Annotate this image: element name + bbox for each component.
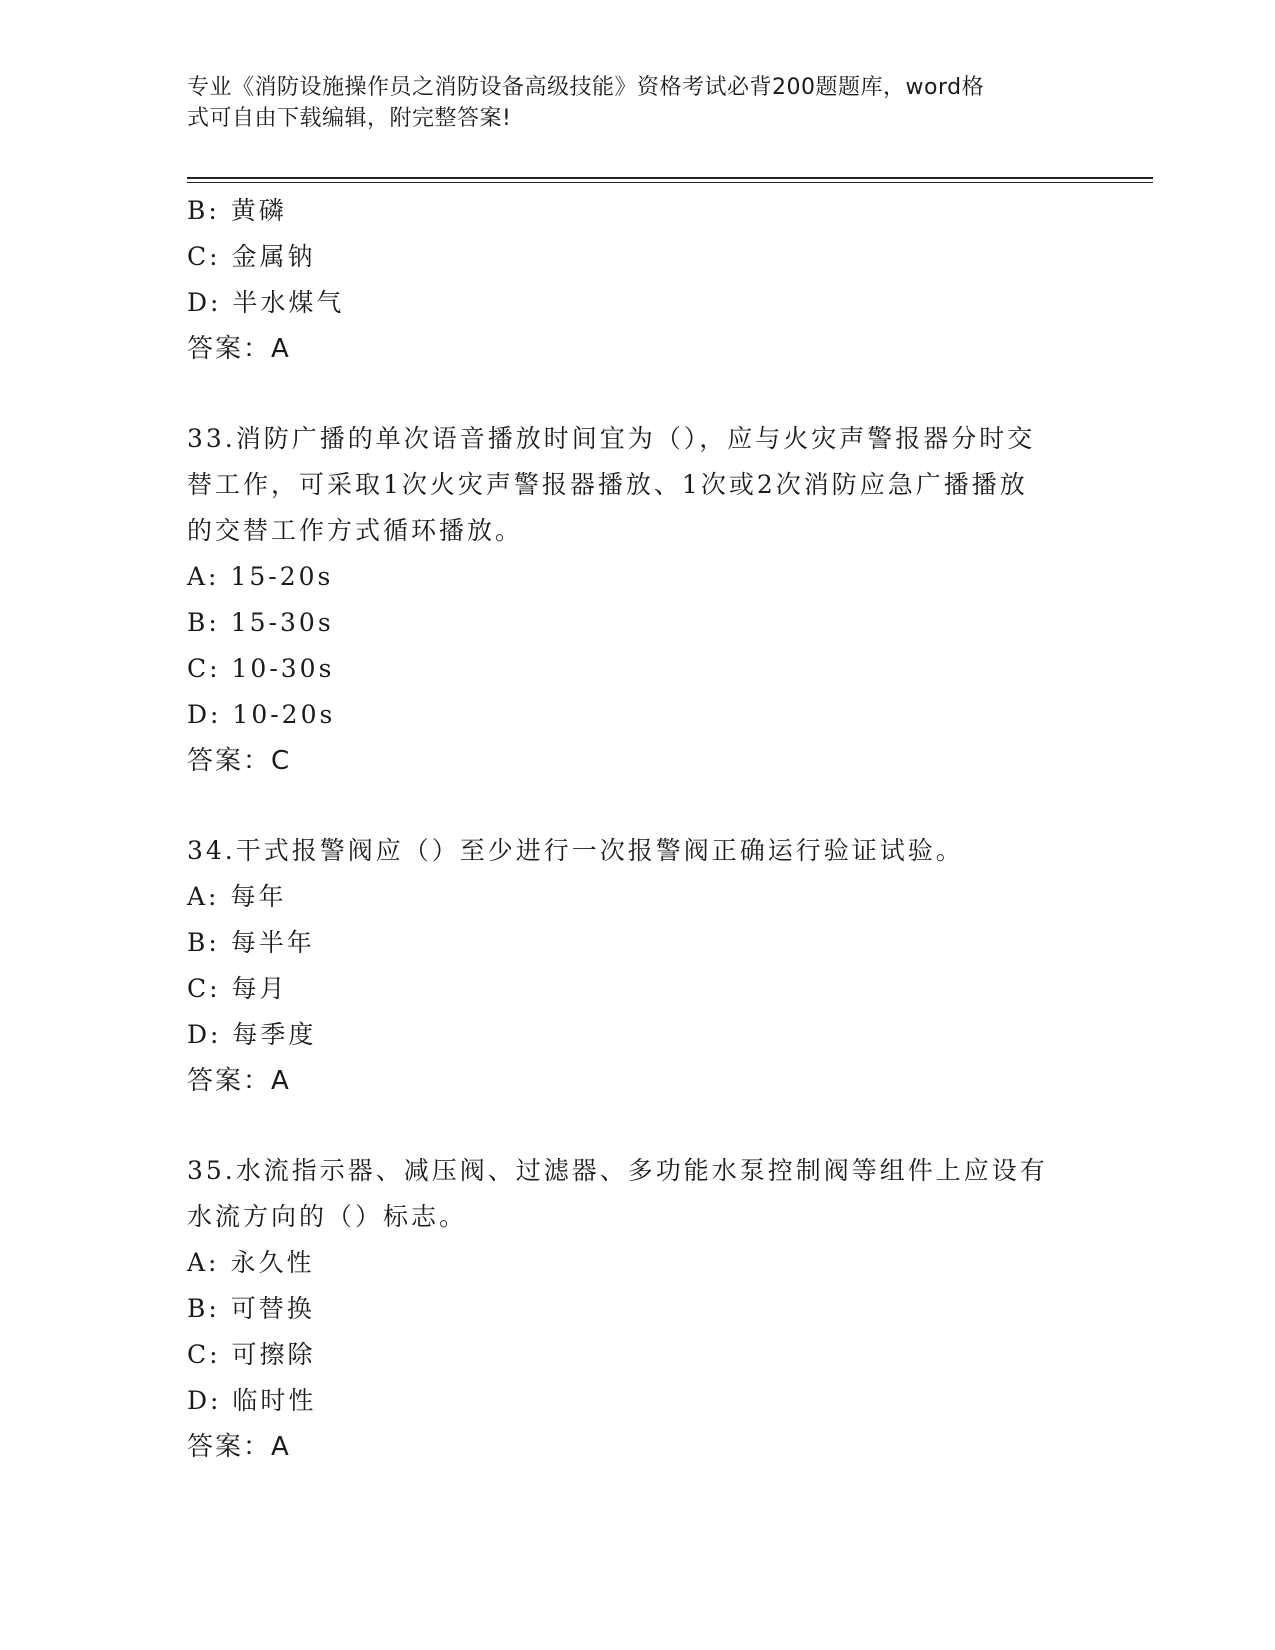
option-b (187, 920, 1087, 966)
question-35 (187, 1148, 1087, 1470)
option-label: A: (187, 562, 220, 591)
answer-value: C (271, 746, 292, 776)
answer-line (187, 738, 1087, 784)
option-label: A: (187, 882, 220, 911)
answer-label: 答案： (187, 746, 272, 776)
question-text-line: 水流方向的（）标志。 (187, 1202, 468, 1231)
option-text: 可替换 (230, 1294, 315, 1323)
option-label: D: (187, 700, 222, 729)
answer-value: A (271, 1066, 291, 1096)
answer-line (187, 1058, 1087, 1104)
question-text-line: 34.干式报警阀应（）至少进行一次报警阀正确运行验证试验。 (187, 836, 964, 865)
option-label: B: (187, 1294, 220, 1323)
option-text: 每季度 (232, 1020, 317, 1049)
option-c (187, 234, 1087, 280)
answer-value: A (271, 334, 291, 364)
option-label: B: (187, 608, 220, 637)
option-label: C: (187, 974, 221, 1003)
option-d (187, 692, 1087, 738)
option-text: 可擦除 (231, 1340, 316, 1369)
answer-line (187, 1424, 1087, 1470)
question-34 (187, 828, 1087, 1104)
header-line-2: 式可自由下载编辑，附完整答案! (187, 106, 512, 131)
option-label: D: (187, 1386, 222, 1415)
option-c (187, 1332, 1087, 1378)
option-label: D: (187, 1020, 222, 1049)
option-a (187, 554, 1087, 600)
answer-line (187, 326, 1087, 372)
option-text: 10-20s (232, 700, 336, 729)
question-text-line: 33.消防广播的单次语音播放时间宜为（），应与火灾声警报器分时交 (187, 424, 1036, 453)
option-a (187, 1240, 1087, 1286)
option-d (187, 1012, 1087, 1058)
option-label: C: (187, 242, 221, 271)
option-text: 每年 (230, 882, 287, 911)
option-text: 每月 (231, 974, 288, 1003)
option-label: C: (187, 654, 221, 683)
option-label: B: (187, 928, 220, 957)
header-rule-thick (187, 177, 1153, 179)
document-header (187, 72, 1087, 134)
option-label: B: (187, 196, 220, 225)
question-content (187, 188, 1087, 1470)
option-b (187, 1286, 1087, 1332)
answer-label: 答案： (187, 1432, 272, 1462)
option-a (187, 874, 1087, 920)
question-33 (187, 416, 1087, 784)
option-b (187, 188, 1087, 234)
question-number: 35. (187, 1156, 236, 1185)
question-text-line: 35.水流指示器、减压阀、过滤器、多功能水泵控制阀等组件上应设有 (187, 1156, 1048, 1185)
question-text-line: 的交替工作方式循环播放。 (187, 516, 524, 545)
leading-question-fragment (187, 188, 1087, 372)
option-text: 临时性 (232, 1386, 317, 1415)
answer-label: 答案： (187, 334, 272, 364)
header-rule-thin (187, 182, 1153, 183)
answer-label: 答案： (187, 1066, 272, 1096)
option-text: 15-20s (230, 562, 334, 591)
option-label: A: (187, 1248, 220, 1277)
question-number: 34. (187, 836, 236, 865)
question-number: 33. (187, 424, 236, 453)
option-b (187, 600, 1087, 646)
option-label: C: (187, 1340, 221, 1369)
option-text: 永久性 (230, 1248, 315, 1277)
option-text: 每半年 (230, 928, 315, 957)
option-c (187, 646, 1087, 692)
option-c (187, 966, 1087, 1012)
option-d (187, 280, 1087, 326)
option-label: D: (187, 288, 222, 317)
option-text: 半水煤气 (232, 288, 345, 317)
option-text: 金属钠 (231, 242, 316, 271)
option-text: 10-30s (231, 654, 335, 683)
question-text-line: 替工作，可采取1次火灾声警报器播放、1次或2次消防应急广播播放 (187, 470, 1028, 499)
option-d (187, 1378, 1087, 1424)
header-line-1: 专业《消防设施操作员之消防设备高级技能》资格考试必背200题题库，word格 (187, 75, 985, 100)
answer-value: A (271, 1432, 291, 1462)
option-text: 15-30s (230, 608, 334, 637)
option-text: 黄磷 (230, 196, 287, 225)
